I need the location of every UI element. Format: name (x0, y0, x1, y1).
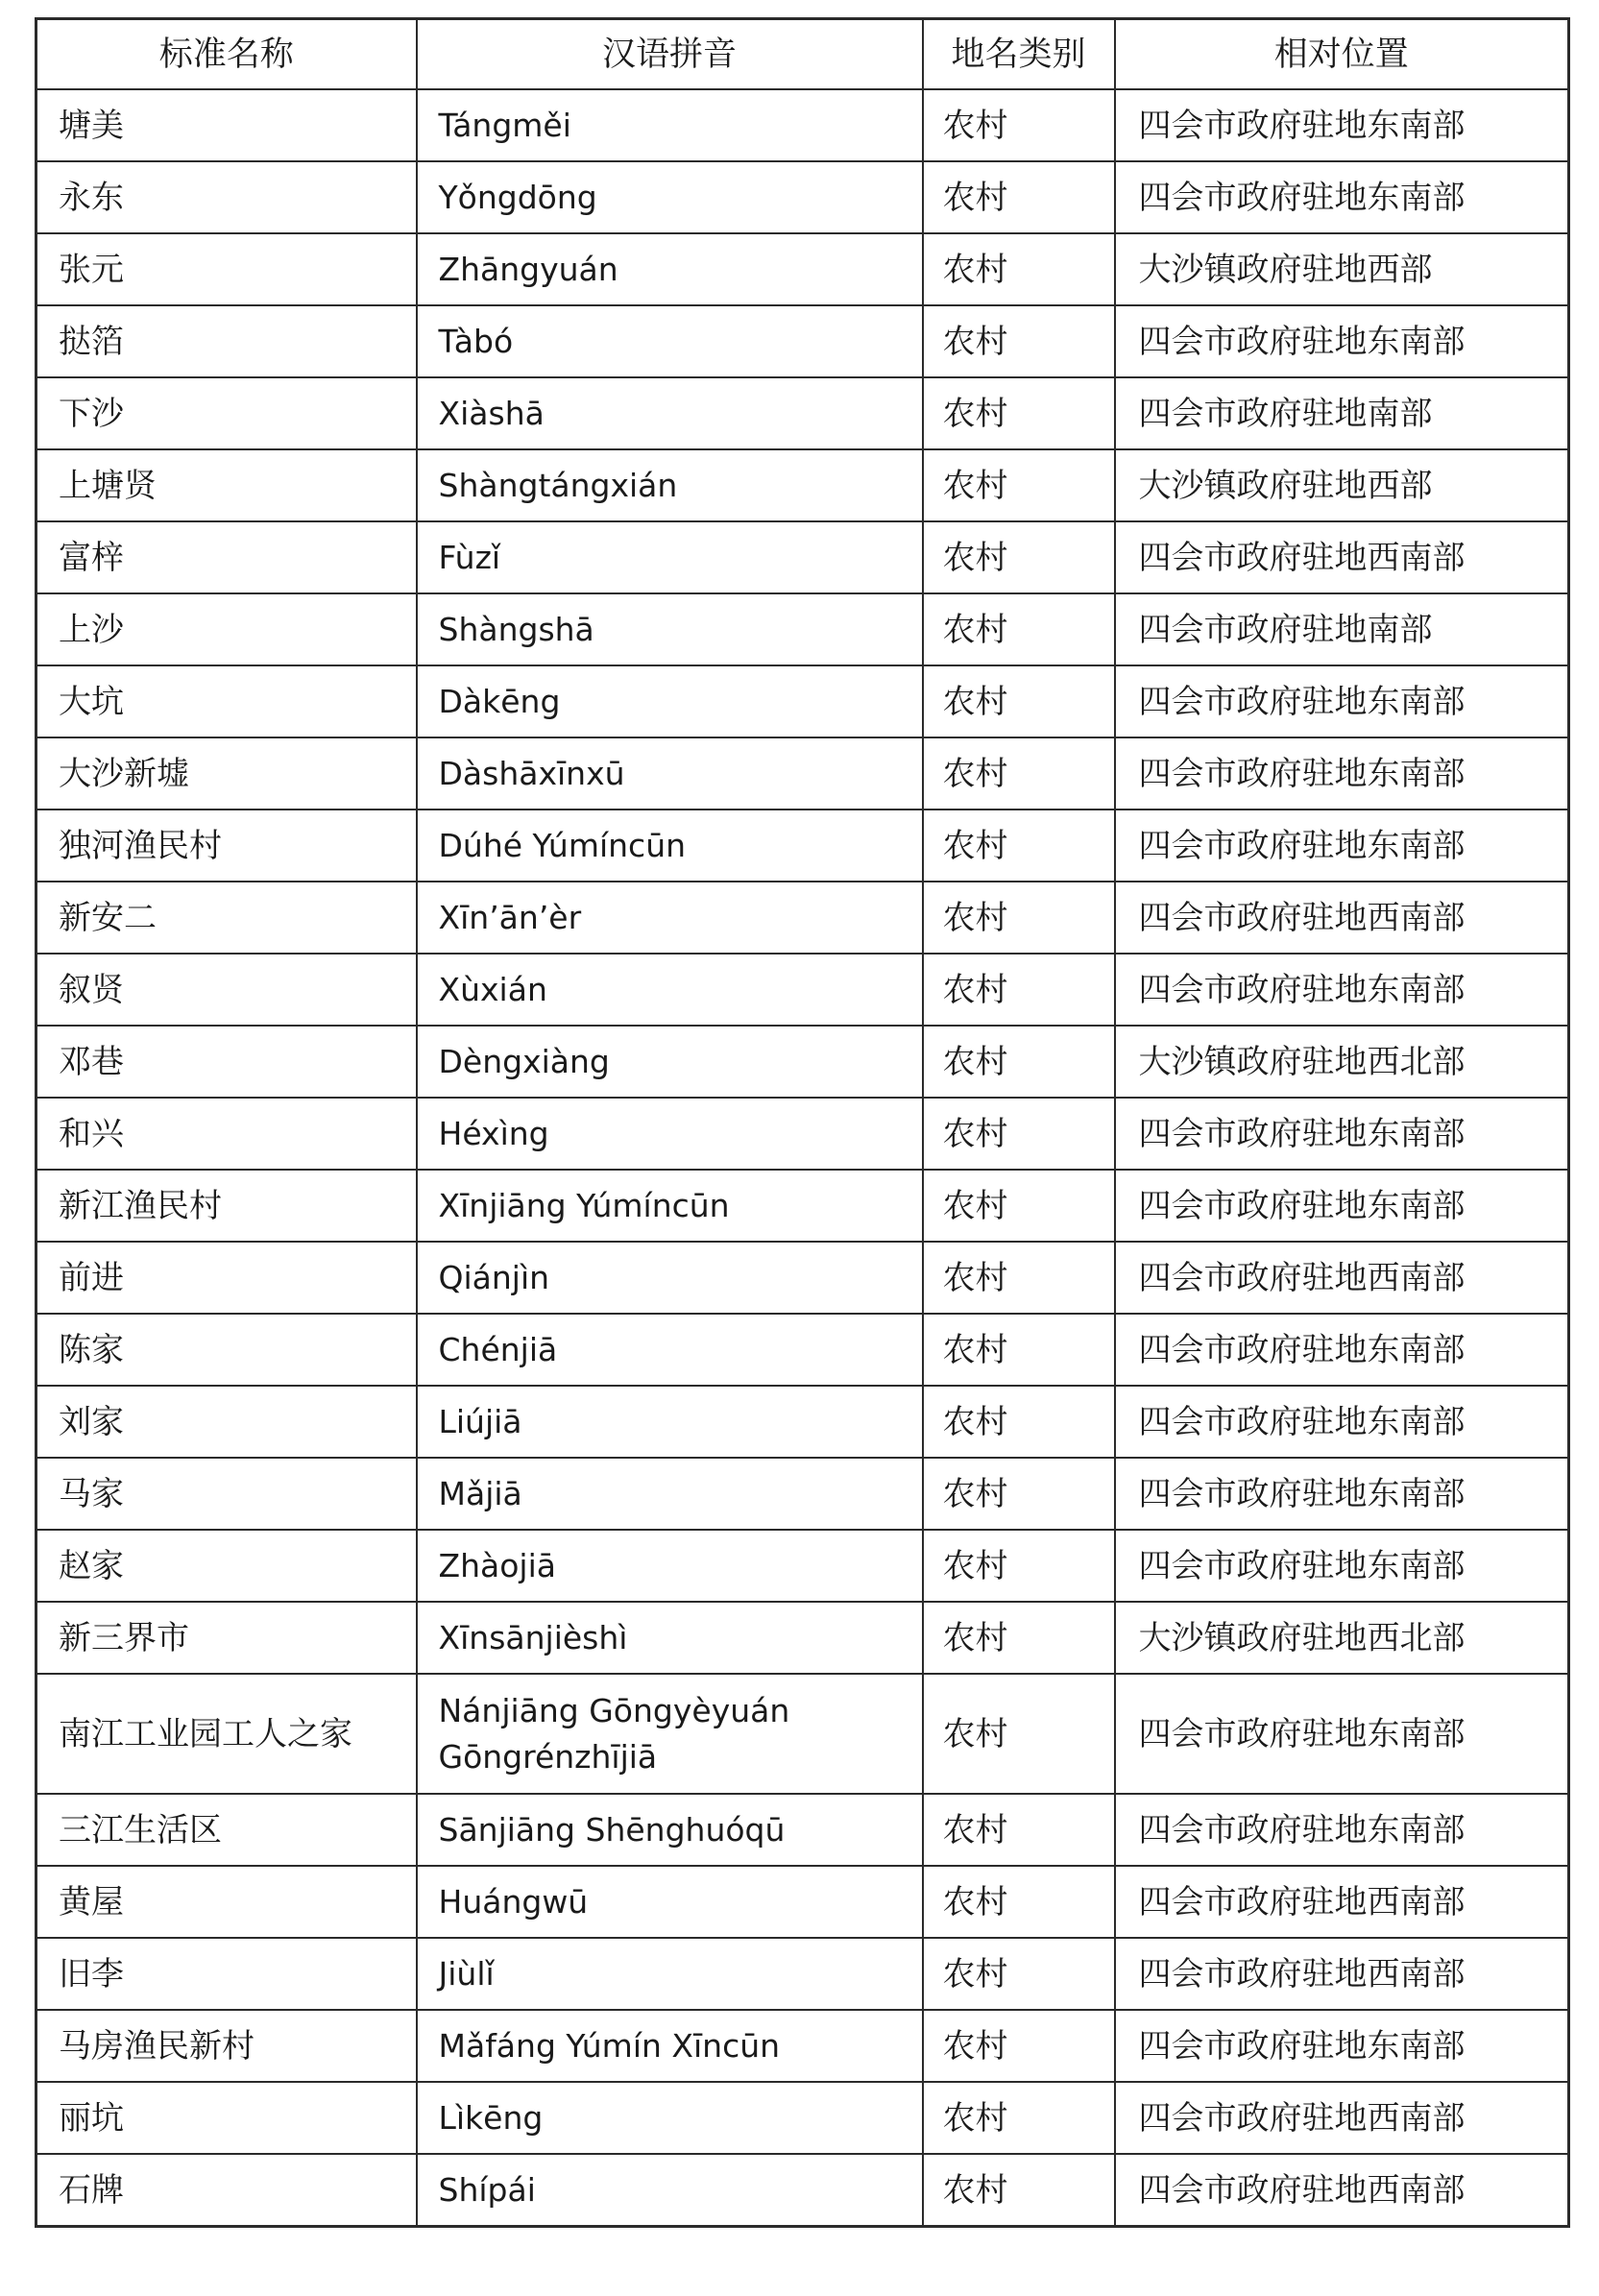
cell-pinyin: Shàngshā (417, 593, 923, 665)
cell-standard-name: 南江工业园工人之家 (36, 1674, 417, 1794)
cell-standard-name: 马房渔民新村 (36, 2010, 417, 2082)
cell-relative-position: 四会市政府驻地东南部 (1115, 954, 1569, 1026)
cell-category: 农村 (923, 1098, 1115, 1170)
cell-category: 农村 (923, 305, 1115, 377)
cell-relative-position: 四会市政府驻地东南部 (1115, 1794, 1569, 1866)
cell-relative-position: 大沙镇政府驻地西部 (1115, 233, 1569, 305)
cell-category: 农村 (923, 449, 1115, 521)
cell-standard-name: 新江渔民村 (36, 1170, 417, 1242)
cell-relative-position: 四会市政府驻地东南部 (1115, 665, 1569, 737)
header-relative-position: 相对位置 (1115, 19, 1569, 90)
cell-category: 农村 (923, 2154, 1115, 2227)
cell-relative-position: 大沙镇政府驻地西北部 (1115, 1602, 1569, 1674)
table-body (36, 89, 1569, 2227)
cell-relative-position: 四会市政府驻地东南部 (1115, 737, 1569, 810)
table-row (36, 1866, 1569, 1938)
header-pinyin: 汉语拼音 (417, 19, 923, 90)
cell-pinyin: Yǒngdōng (417, 161, 923, 233)
cell-pinyin: Xiàshā (417, 377, 923, 449)
cell-category: 农村 (923, 2010, 1115, 2082)
cell-relative-position: 四会市政府驻地东南部 (1115, 1314, 1569, 1386)
cell-standard-name: 黄屋 (36, 1866, 417, 1938)
cell-category: 农村 (923, 1458, 1115, 1530)
cell-category: 农村 (923, 1314, 1115, 1386)
cell-relative-position: 四会市政府驻地西南部 (1115, 2082, 1569, 2154)
cell-relative-position: 四会市政府驻地东南部 (1115, 89, 1569, 161)
cell-standard-name: 马家 (36, 1458, 417, 1530)
table-row (36, 2082, 1569, 2154)
cell-pinyin: Xīn’ān’èr (417, 882, 923, 954)
cell-standard-name: 张元 (36, 233, 417, 305)
cell-pinyin: Xīnsānjièshì (417, 1602, 923, 1674)
cell-standard-name: 挞箔 (36, 305, 417, 377)
cell-standard-name: 旧李 (36, 1938, 417, 2010)
cell-pinyin: Qiánjìn (417, 1242, 923, 1314)
table-row (36, 1242, 1569, 1314)
cell-pinyin: Liújiā (417, 1386, 923, 1458)
cell-category: 农村 (923, 810, 1115, 882)
place-name-table (35, 17, 1570, 2228)
cell-relative-position: 四会市政府驻地南部 (1115, 377, 1569, 449)
cell-pinyin: Dèngxiàng (417, 1026, 923, 1098)
cell-standard-name: 大沙新墟 (36, 737, 417, 810)
table-row (36, 1674, 1569, 1794)
cell-standard-name: 永东 (36, 161, 417, 233)
cell-pinyin: Jiùlǐ (417, 1938, 923, 2010)
cell-standard-name: 大坑 (36, 665, 417, 737)
cell-pinyin: Shípái (417, 2154, 923, 2227)
cell-standard-name: 独河渔民村 (36, 810, 417, 882)
table-row (36, 810, 1569, 882)
cell-relative-position: 四会市政府驻地西南部 (1115, 521, 1569, 593)
cell-standard-name: 上沙 (36, 593, 417, 665)
cell-category: 农村 (923, 1386, 1115, 1458)
table-row (36, 1098, 1569, 1170)
table-row (36, 305, 1569, 377)
table-row (36, 161, 1569, 233)
cell-category: 农村 (923, 954, 1115, 1026)
cell-relative-position: 四会市政府驻地东南部 (1115, 810, 1569, 882)
table-row (36, 1386, 1569, 1458)
cell-category: 农村 (923, 521, 1115, 593)
cell-category: 农村 (923, 1026, 1115, 1098)
cell-relative-position: 四会市政府驻地南部 (1115, 593, 1569, 665)
cell-standard-name: 三江生活区 (36, 1794, 417, 1866)
table-row (36, 1938, 1569, 2010)
table-row (36, 1530, 1569, 1602)
cell-category: 农村 (923, 1794, 1115, 1866)
cell-pinyin: Dàshāxīnxū (417, 737, 923, 810)
cell-pinyin: Tángměi (417, 89, 923, 161)
cell-pinyin: Sānjiāng Shēnghuóqū (417, 1794, 923, 1866)
cell-relative-position: 四会市政府驻地东南部 (1115, 305, 1569, 377)
cell-pinyin: Mǎjiā (417, 1458, 923, 1530)
cell-category: 农村 (923, 1602, 1115, 1674)
cell-relative-position: 四会市政府驻地东南部 (1115, 1386, 1569, 1458)
cell-relative-position: 四会市政府驻地东南部 (1115, 1674, 1569, 1794)
table-row (36, 882, 1569, 954)
cell-standard-name: 石牌 (36, 2154, 417, 2227)
cell-category: 农村 (923, 593, 1115, 665)
cell-relative-position: 四会市政府驻地东南部 (1115, 1098, 1569, 1170)
cell-relative-position: 四会市政府驻地西南部 (1115, 1866, 1569, 1938)
cell-standard-name: 富梓 (36, 521, 417, 593)
cell-standard-name: 塘美 (36, 89, 417, 161)
cell-category: 农村 (923, 1938, 1115, 2010)
cell-standard-name: 丽坑 (36, 2082, 417, 2154)
cell-relative-position: 四会市政府驻地东南部 (1115, 161, 1569, 233)
table-row (36, 2010, 1569, 2082)
cell-relative-position: 四会市政府驻地西南部 (1115, 2154, 1569, 2227)
table-row (36, 89, 1569, 161)
table-header-row (36, 19, 1569, 90)
cell-pinyin: Héxìng (417, 1098, 923, 1170)
cell-pinyin: Shàngtángxián (417, 449, 923, 521)
cell-standard-name: 新三界市 (36, 1602, 417, 1674)
cell-pinyin: Tàbó (417, 305, 923, 377)
cell-standard-name: 邓巷 (36, 1026, 417, 1098)
cell-relative-position: 四会市政府驻地东南部 (1115, 1170, 1569, 1242)
cell-category: 农村 (923, 737, 1115, 810)
table-row (36, 665, 1569, 737)
cell-pinyin: Zhàojiā (417, 1530, 923, 1602)
cell-standard-name: 前进 (36, 1242, 417, 1314)
cell-pinyin: Xùxián (417, 954, 923, 1026)
table-row (36, 233, 1569, 305)
cell-pinyin: Zhāngyuán (417, 233, 923, 305)
cell-standard-name: 新安二 (36, 882, 417, 954)
cell-category: 农村 (923, 2082, 1115, 2154)
header-category: 地名类别 (923, 19, 1115, 90)
cell-pinyin: Mǎfáng Yúmín Xīncūn (417, 2010, 923, 2082)
cell-category: 农村 (923, 1674, 1115, 1794)
table-row (36, 449, 1569, 521)
table-row (36, 1314, 1569, 1386)
table-row (36, 1794, 1569, 1866)
cell-standard-name: 下沙 (36, 377, 417, 449)
cell-pinyin: Nánjiāng Gōngyèyuán Gōngrénzhījiā (417, 1674, 923, 1794)
cell-pinyin: Huángwū (417, 1866, 923, 1938)
cell-relative-position: 四会市政府驻地西南部 (1115, 1242, 1569, 1314)
cell-category: 农村 (923, 665, 1115, 737)
header-standard-name: 标准名称 (36, 19, 417, 90)
cell-standard-name: 刘家 (36, 1386, 417, 1458)
cell-relative-position: 四会市政府驻地西南部 (1115, 1938, 1569, 2010)
cell-standard-name: 叙贤 (36, 954, 417, 1026)
cell-standard-name: 陈家 (36, 1314, 417, 1386)
cell-standard-name: 上塘贤 (36, 449, 417, 521)
table-row (36, 954, 1569, 1026)
cell-category: 农村 (923, 377, 1115, 449)
cell-standard-name: 赵家 (36, 1530, 417, 1602)
table-row (36, 1026, 1569, 1098)
cell-category: 农村 (923, 233, 1115, 305)
cell-relative-position: 四会市政府驻地东南部 (1115, 1530, 1569, 1602)
cell-category: 农村 (923, 1242, 1115, 1314)
table-row (36, 593, 1569, 665)
cell-relative-position: 大沙镇政府驻地西北部 (1115, 1026, 1569, 1098)
cell-category: 农村 (923, 1530, 1115, 1602)
cell-category: 农村 (923, 1170, 1115, 1242)
table-row (36, 1458, 1569, 1530)
cell-pinyin: Fùzǐ (417, 521, 923, 593)
cell-pinyin: Dàkēng (417, 665, 923, 737)
cell-standard-name: 和兴 (36, 1098, 417, 1170)
table-row (36, 1602, 1569, 1674)
cell-relative-position: 四会市政府驻地东南部 (1115, 2010, 1569, 2082)
cell-category: 农村 (923, 161, 1115, 233)
cell-category: 农村 (923, 89, 1115, 161)
cell-category: 农村 (923, 1866, 1115, 1938)
table-row (36, 1170, 1569, 1242)
cell-relative-position: 四会市政府驻地东南部 (1115, 1458, 1569, 1530)
cell-pinyin: Lìkēng (417, 2082, 923, 2154)
cell-pinyin: Chénjiā (417, 1314, 923, 1386)
table-row (36, 737, 1569, 810)
cell-relative-position: 四会市政府驻地西南部 (1115, 882, 1569, 954)
cell-pinyin: Xīnjiāng Yúmíncūn (417, 1170, 923, 1242)
cell-relative-position: 大沙镇政府驻地西部 (1115, 449, 1569, 521)
table-row (36, 377, 1569, 449)
table-row (36, 521, 1569, 593)
table-row (36, 2154, 1569, 2227)
cell-pinyin: Dúhé Yúmíncūn (417, 810, 923, 882)
cell-category: 农村 (923, 882, 1115, 954)
